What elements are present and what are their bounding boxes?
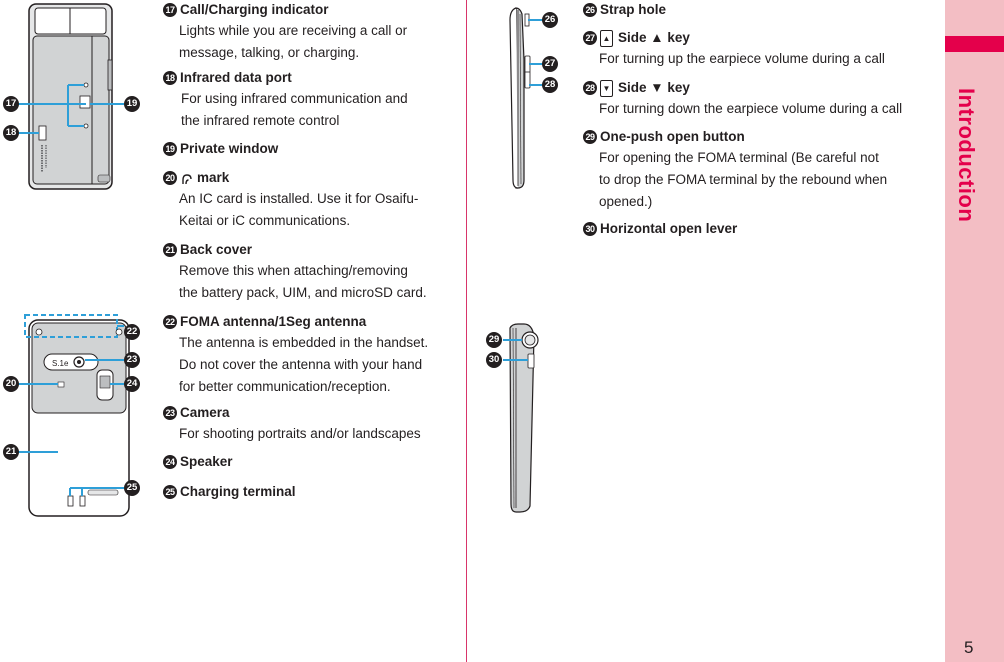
entry-title: Charging terminal (180, 484, 296, 499)
callout-21: 21 (3, 444, 19, 460)
entry-18 (163, 68, 408, 132)
callout-28: 28 (542, 77, 558, 93)
entry-line: for better communication/reception. (179, 379, 391, 394)
entry-23 (163, 403, 421, 445)
section-tab (945, 36, 1004, 52)
callout-27: 27 (542, 56, 558, 72)
page-number: 5 (964, 638, 974, 657)
entry-line: For turning down the earpiece volume during a call (599, 101, 903, 116)
entry-28 (583, 78, 902, 120)
entry-line: For turning up the earpiece volume during a call (599, 51, 885, 66)
entry-20 (163, 168, 418, 232)
entry-19 (163, 139, 278, 159)
entry-num: 30 (583, 222, 597, 236)
callout-24: 24 (124, 376, 140, 392)
callout-23: 23 (124, 352, 140, 368)
callout-17: 17 (3, 96, 19, 112)
section-title: Introduction (954, 88, 979, 223)
entry-22 (163, 312, 428, 398)
entry-num: 29 (583, 130, 597, 144)
svg-text:S.1e: S.1e (52, 359, 69, 368)
entry-title: FOMA antenna/1Seg antenna (180, 314, 367, 329)
side-down-key-icon: ▼ (600, 80, 613, 97)
entry-num: 20 (163, 171, 177, 185)
callout-20: 20 (3, 376, 19, 392)
entry-line: For shooting portraits and/or landscapes (179, 426, 421, 441)
entry-27 (583, 28, 885, 70)
entry-25 (163, 482, 296, 502)
entry-line: opened.) (599, 194, 653, 209)
entry-line: the infrared remote control (181, 113, 340, 128)
entry-num: 23 (163, 406, 177, 420)
column-divider (466, 0, 467, 662)
entry-title: One-push open button (600, 129, 745, 144)
entry-title: Infrared data port (180, 70, 292, 85)
entry-line: Remove this when attaching/removing (179, 263, 408, 278)
entry-title: Horizontal open lever (600, 221, 738, 236)
callout-29: 29 (486, 332, 502, 348)
callout-22: 22 (124, 324, 140, 340)
entry-26 (583, 0, 666, 20)
entry-line: Keitai or iC communications. (179, 213, 351, 228)
entry-num: 24 (163, 455, 177, 469)
side-up-key-icon: ▲ (600, 30, 613, 47)
entry-title: Private window (180, 141, 279, 156)
entry-line: message, talking, or charging. (179, 45, 360, 60)
entry-line: Do not cover the antenna with your hand (179, 357, 423, 372)
entry-line: For using infrared communication and (181, 91, 408, 106)
entry-line: to drop the FOMA terminal by the rebound when (599, 172, 888, 187)
phone-side-view-keys-illustration (480, 0, 580, 200)
entry-21 (163, 240, 427, 304)
callout-18: 18 (3, 125, 19, 141)
entry-num: 28 (583, 81, 597, 95)
entry-num: 19 (163, 142, 177, 156)
entry-num: 18 (163, 71, 177, 85)
entry-line: An IC card is installed. Use it for Osaifu- (179, 191, 419, 206)
entry-title: Side ▼ key (618, 80, 690, 95)
entry-title: Speaker (180, 454, 233, 469)
entry-line: the battery pack, UIM, and microSD card. (179, 285, 427, 300)
entry-title: Strap hole (600, 2, 667, 17)
callout-25: 25 (124, 480, 140, 496)
entry-num: 26 (583, 3, 597, 17)
entry-title: Side ▲ key (618, 30, 690, 45)
entry-num: 17 (163, 3, 177, 17)
entry-title: Call/Charging indicator (180, 2, 329, 17)
entry-24 (163, 452, 233, 472)
entry-line: The antenna is embedded in the handset. (179, 335, 429, 350)
phone-side-view-open-button-illustration (480, 318, 580, 518)
entry-29 (583, 127, 887, 213)
entry-num: 27 (583, 31, 597, 45)
callout-19: 19 (124, 96, 140, 112)
callout-26: 26 (542, 12, 558, 28)
entry-title: Camera (180, 405, 230, 420)
entry-30 (583, 219, 737, 239)
entry-num: 21 (163, 243, 177, 257)
entry-num: 22 (163, 315, 177, 329)
entry-line: For opening the FOMA terminal (Be careful not (599, 150, 879, 165)
entry-title: mark (197, 170, 230, 185)
felica-mark-icon (180, 171, 194, 185)
entry-17 (163, 0, 407, 64)
entry-num: 25 (163, 485, 177, 499)
callout-30: 30 (486, 352, 502, 368)
entry-title: Back cover (180, 242, 253, 257)
entry-line: Lights while you are receiving a call or (179, 23, 408, 38)
